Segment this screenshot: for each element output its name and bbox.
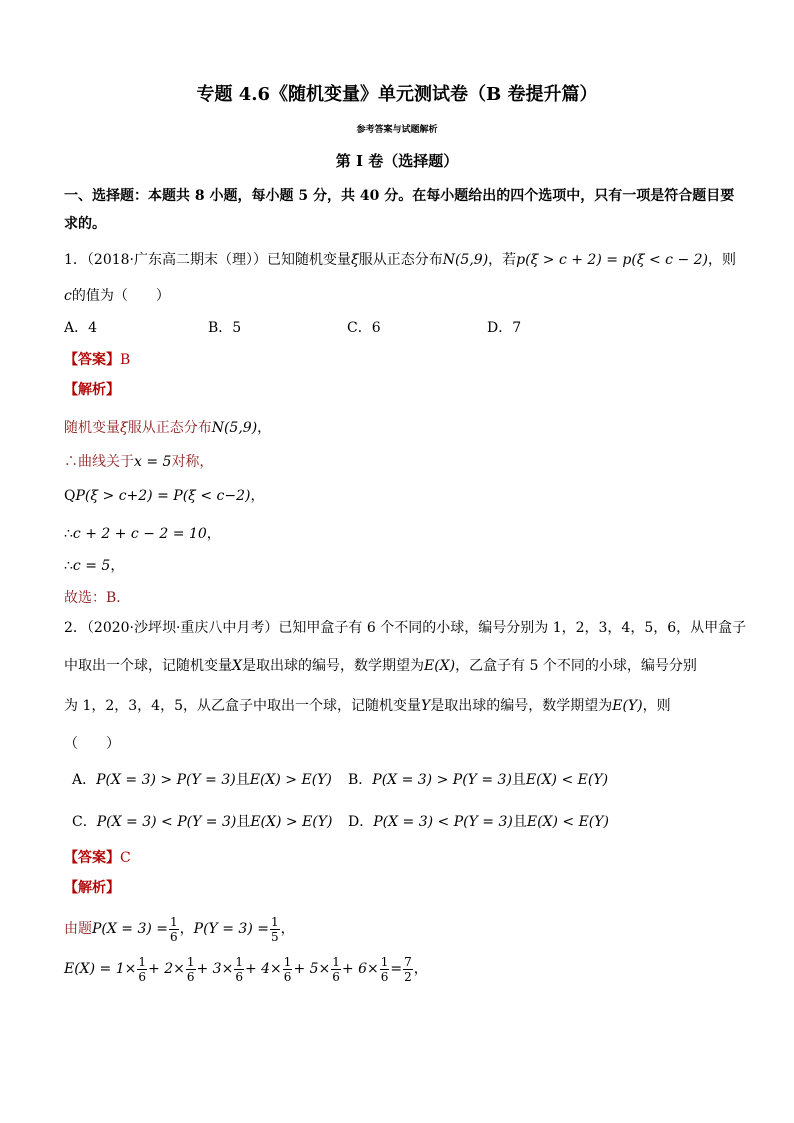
q1-stem-line2 — [64, 286, 170, 306]
q1-sol4-math: c + 2 + c − 2 = 10 — [72, 526, 207, 542]
q1-solution-line2 — [64, 452, 213, 472]
q1-solution-line6: 故选：B． — [64, 590, 131, 606]
q1-option-b: B．5 — [208, 320, 242, 336]
q1-analysis-label: 【解析】 — [64, 382, 120, 398]
q2-line2-b: 是取出球的编号，数学期望为 — [241, 658, 424, 674]
q1-solution-line5 — [64, 556, 124, 576]
section-instruction-line2: 求的。 — [64, 216, 106, 232]
q1-sol2-prefix: ∴曲线关于 — [64, 454, 134, 470]
q1-sol4-end: ， — [206, 526, 221, 542]
q2-line3-ey: E(Y) — [612, 698, 643, 714]
q2-solution-line2: E(X) = 1× $\frac{1}{6}$ + 2× $\frac{1}{6}$ + 3× $\frac{1}{6}$ + 4× $\frac{1}{6}$ + 5× $\frac{1}{6}$ + 6× $\frac{1}{6}$ = $\frac{7}{2}$ ， — [64, 954, 428, 984]
q2-answer-label: 【答案】 — [64, 850, 120, 866]
q1-sol5-end: ， — [110, 558, 125, 574]
q2-solution-line1: 由题P(X = 3) = $\frac{1}{6}$ ，P(Y = 3) = $\frac{1}{5}$ ， — [64, 914, 295, 944]
q2-option-b: B．P(X = 3) > P(Y = 3)且E(X) < E(Y) — [348, 772, 609, 788]
q2-stem-line2 — [64, 656, 697, 676]
q1-answer-label: 【答案】 — [64, 352, 120, 368]
q1-sol3-end: ， — [250, 488, 265, 504]
q2-line2-c: ，乙盒子有 5 个不同的小球，编号分别 — [455, 658, 697, 674]
volume-heading: 第 I 卷（选择题） — [335, 152, 459, 170]
q2-line2-ex: E(X) — [423, 658, 456, 674]
q1-sol1-text: 随机变量 — [64, 420, 120, 436]
q1-solution-line3 — [64, 486, 264, 506]
q1-sol2-math: x = 5 — [134, 454, 172, 470]
q1-sol3-math: P(ξ > c+2) = P(ξ < c−2) — [75, 488, 251, 504]
q1-answer — [64, 350, 130, 370]
q2-line3-c: ，则 — [642, 698, 671, 714]
q1-sol1-end: ， — [257, 420, 272, 436]
q1-sol1-dist: N(5,9) — [211, 420, 258, 436]
q1-sol2-suffix: 对称， — [171, 454, 214, 470]
q1-sol3-prefix: Q — [64, 488, 76, 504]
q2-option-c: C．P(X = 3) < P(Y = 3)且E(X) > E(Y) — [72, 814, 333, 830]
q1-stem-a: 1．（2018·广东高二期末（理））已知随机变量 — [64, 252, 351, 268]
q1-stem-line2-text: 的值为（ ） — [71, 288, 170, 304]
q2-line2-x: X — [232, 658, 242, 674]
q1-distribution: N(5,9) — [442, 252, 489, 268]
q1-solution-line4 — [64, 524, 221, 544]
q1-sol1-xi: ξ — [120, 420, 128, 436]
q2-line3-a: 为 1，2，3，4，5，从乙盒子中取出一个球，记随机变量 — [64, 698, 421, 714]
page-subtitle: 参考答案与试题解析 — [356, 125, 438, 135]
q1-answer-value: B — [120, 352, 131, 368]
q2-answer — [64, 848, 131, 868]
fraction-seven-halves: $\frac{7}{2}$ — [404, 954, 412, 984]
q2-analysis-label: 【解析】 — [64, 880, 120, 896]
q1-xi: ξ — [351, 252, 359, 268]
q2-stem-line1: 2．（2020·沙坪坝·重庆八中月考）已知甲盒子有 6 个不同的小球，编号分别为 1，2，3，4，5，6，从甲盒子 — [64, 620, 747, 636]
q2-stem-line3 — [64, 696, 671, 716]
q1-sol1-text2: 服从正态分布 — [127, 420, 212, 436]
q1-sol5-math: c = 5 — [72, 558, 111, 574]
q1-stem-line1 — [64, 250, 736, 270]
q2-line2-a: 中取出一个球，记随机变量 — [64, 658, 232, 674]
q2-stem-line4: （ ） — [64, 736, 120, 752]
q1-option-d: D．7 — [487, 320, 522, 336]
q1-stem-d: ，则 — [708, 252, 737, 268]
q1-sol5-prefix: ∴ — [64, 558, 73, 574]
q2-answer-value: C — [120, 850, 131, 866]
q2-option-a: A．P(X = 3) > P(Y = 3)且E(X) > E(Y) — [72, 772, 332, 788]
q2-option-d: D．P(X = 3) < P(Y = 3)且E(X) < E(Y) — [348, 814, 609, 830]
fraction-one-sixth: $\frac{1}{6}$ — [170, 914, 178, 944]
section-instruction-line1: 一、选择题：本题共 8 小题，每小题 5 分，共 40 分。在每小题给出的四个选项中，只有一项是符合题目要 — [64, 188, 735, 204]
q1-stem-c: ，若 — [488, 252, 517, 268]
q1-condition: p(ξ > c + 2) = p(ξ < c − 2) — [516, 252, 709, 268]
q1-sol4-prefix: ∴ — [64, 526, 73, 542]
q1-solution-line1 — [64, 418, 271, 438]
q1-option-c: C．6 — [347, 320, 381, 336]
fraction-one-fifth: $\frac{1}{5}$ — [270, 914, 279, 944]
q1-stem-b: 服从正态分布 — [358, 252, 443, 268]
q2-line3-y: Y — [421, 698, 431, 714]
q2-line3-b: 是取出球的编号，数学期望为 — [430, 698, 613, 714]
page-title: 专题 4.6《随机变量》单元测试卷（B 卷提升篇） — [196, 84, 598, 105]
q1-option-a: A．4 — [64, 320, 98, 336]
q1-c-var: c — [64, 288, 72, 304]
